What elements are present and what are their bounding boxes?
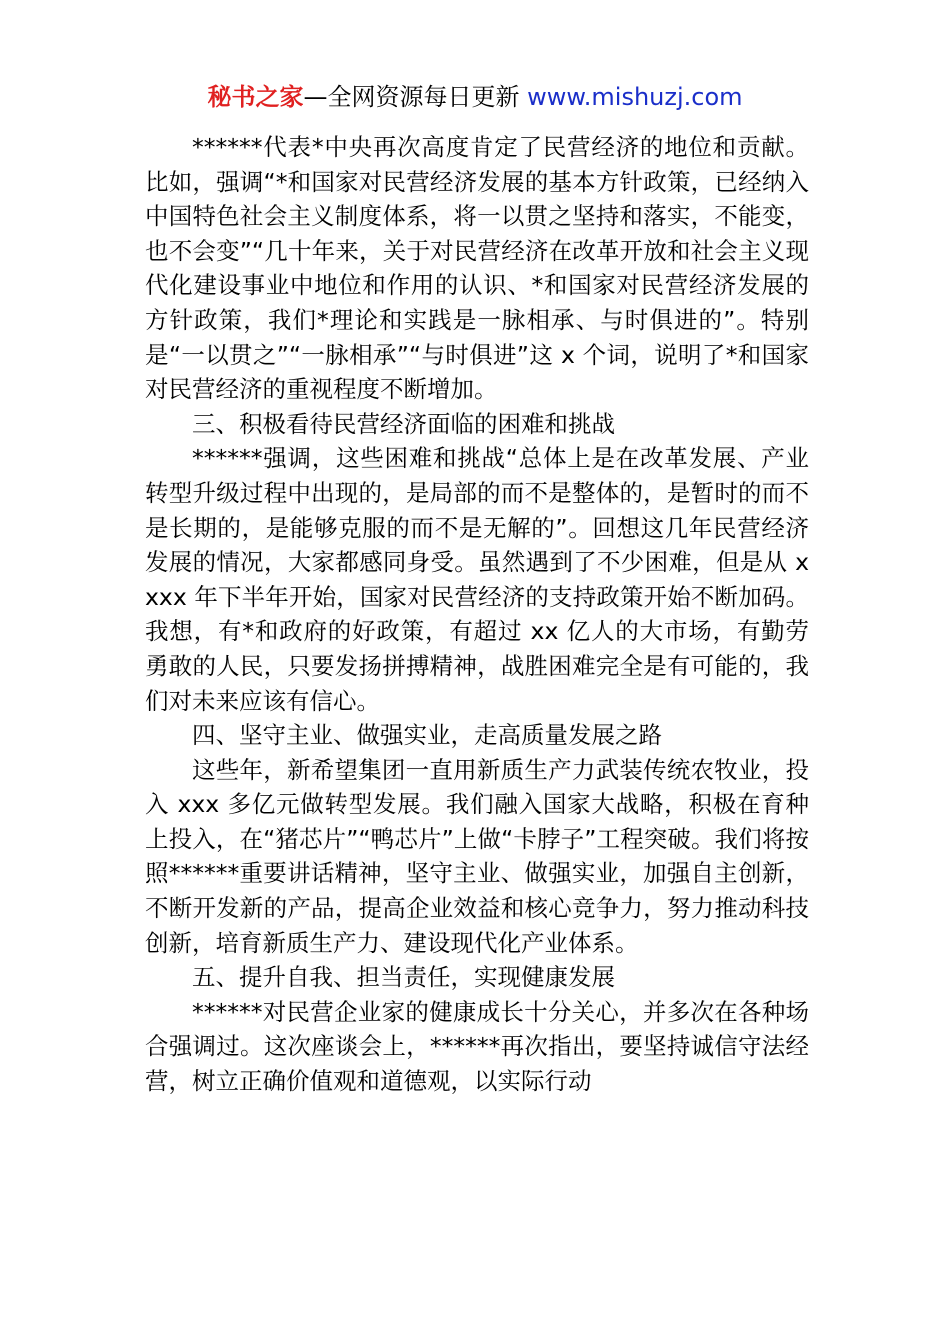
section-heading: 五、提升自我、担当责任，实现健康发展 — [192, 963, 615, 992]
header-tagline: —全网资源每日更新 — [303, 83, 520, 111]
body-paragraph: ******强调，这些困难和挑战“总体上是在改革发展、产业转型升级过程中出现的，是局部的而不是整体的，是暂时的而不是长期的，是能够克服的而不是无解的”。回想这几年民营经济发展的情况，大家都感同身受。虽然遇到了不少困难，但是从 xxxx 年下半年开始，国家对民营经济的支持政策开始不断加码。我想，有*和政府的好政策，有超过 xx 亿人的大市场，有勤劳勇敢的人民，只要发扬拼搏精神，战胜困难完全是有可能的，我们对未来应该有信心。 — [145, 444, 809, 715]
body-paragraph: ******对民营企业家的健康成长十分关心，并多次在各种场合强调过。这次座谈会上，******再次指出，要坚持诚信守法经营，树立正确价值观和道德观，以实际行动 — [145, 997, 809, 1096]
site-url-link[interactable]: www.mishuzj.com — [527, 83, 743, 111]
body-paragraph: ******代表*中央再次高度肯定了民营经济的地位和贡献。比如，强调“*和国家对民营经济发展的基本方针政策，已经纳入中国特色社会主义制度体系，将一以贯之坚持和落实，不能变，也不会变”“几十年来，关于对民营经济在改革开放和社会主义现代化建设事业中地位和作用的认识、*和国家对民营经济发展的方针政策，我们*理论和实践是一脉相承、与时俱进的”。特别是“一以贯之”“一脉相承”“与时俱进”这 x 个词，说明了*和国家对民营经济的重视程度不断增加。 — [145, 133, 809, 404]
page-header — [0, 80, 950, 114]
brand-name: 秘书之家 — [207, 83, 304, 111]
body-paragraph: 这些年，新希望集团一直用新质生产力武装传统农牧业，投入 xxx 多亿元做转型发展。我们融入国家大战略，积极在育种上投入，在“猪芯片”“鸭芯片”上做“卡脖子”工程突破。我们将按照******重要讲话精神，坚守主业、做强实业，加强自主创新，不断开发新的产品，提高企业效益和核心竞争力，努力推动科技创新，培育新质生产力、建设现代化产业体系。 — [145, 755, 809, 957]
section-heading: 四、坚守主业、做强实业，走高质量发展之路 — [192, 721, 662, 750]
section-heading: 三、积极看待民营经济面临的困难和挑战 — [192, 409, 615, 438]
document-body — [145, 130, 809, 1099]
